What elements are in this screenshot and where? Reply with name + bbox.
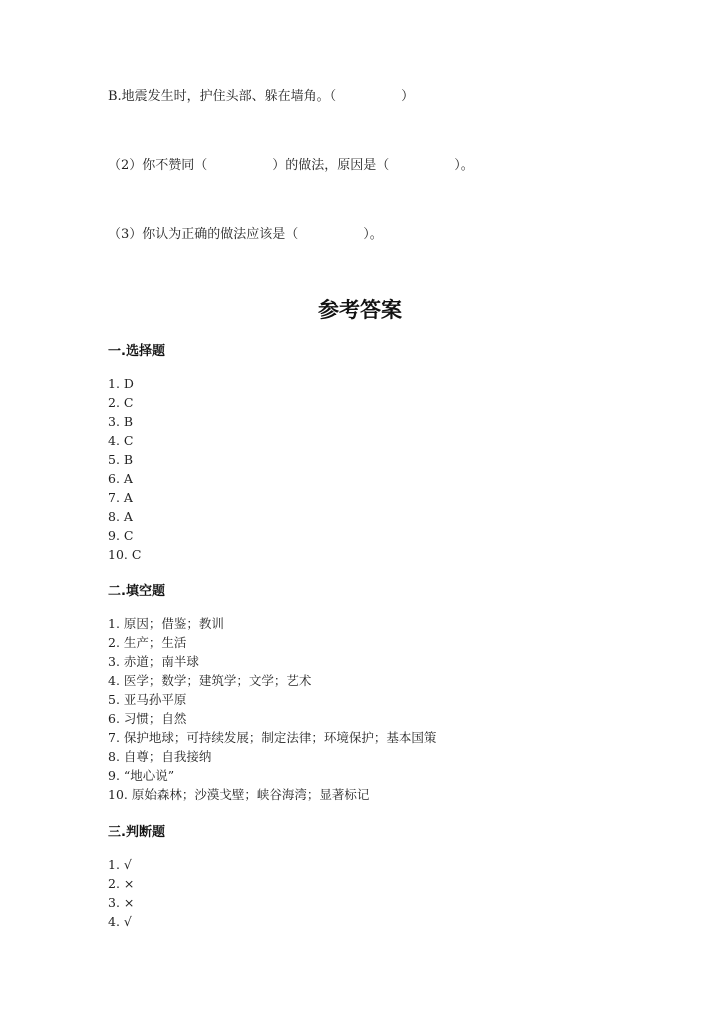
list-item: 10. 原始森林；沙漠戈壁；峡谷海湾；显著标记 [108, 787, 370, 802]
list-item: 9. C [108, 528, 134, 543]
list-item: 4. C [108, 433, 134, 448]
list-item: 2. 生产；生活 [108, 635, 187, 650]
question-b-line: B.地震发生时，护住头部、躲在墙角。（ ） [108, 89, 415, 104]
question-3: （3）你认为正确的做法应该是（ ）。 [108, 227, 383, 242]
list-item: 6. A [108, 471, 133, 486]
question-2: （2）你不赞同（ ）的做法，原因是（ ）。 [108, 158, 474, 173]
list-item: 5. B [108, 452, 134, 467]
list-item: 1. √ [108, 857, 132, 872]
list-item: 2. × [108, 876, 135, 891]
list-item: 9. “地心说” [108, 768, 175, 783]
list-item: 3. B [108, 414, 134, 429]
list-item: 1. D [108, 376, 134, 391]
answer-title: 参考答案 [318, 298, 402, 322]
list-item: 7. A [108, 490, 133, 505]
list-item: 1. 原因；借鉴；教训 [108, 616, 224, 631]
fill-answer-list [108, 614, 436, 804]
section-heading-fill: 二.填空题 [108, 584, 165, 599]
list-item: 6. 习惯；自然 [108, 711, 187, 726]
list-item: 5. 亚马孙平原 [108, 692, 187, 707]
list-item: 8. 自尊；自我接纳 [108, 749, 212, 764]
list-item: 8. A [108, 509, 133, 524]
list-item: 3. × [108, 895, 135, 910]
judge-answer-list [108, 855, 134, 931]
list-item: 10. C [108, 547, 142, 562]
choice-answer-list [108, 374, 141, 564]
section-heading-judge: 三.判断题 [108, 825, 165, 840]
list-item: 2. C [108, 395, 134, 410]
list-item: 7. 保护地球；可持续发展；制定法律；环境保护；基本国策 [108, 730, 437, 745]
section-heading-choice: 一.选择题 [108, 344, 165, 359]
list-item: 3. 赤道；南半球 [108, 654, 199, 669]
list-item: 4. √ [108, 914, 132, 929]
list-item: 4. 医学；数学；建筑学；文学；艺术 [108, 673, 312, 688]
